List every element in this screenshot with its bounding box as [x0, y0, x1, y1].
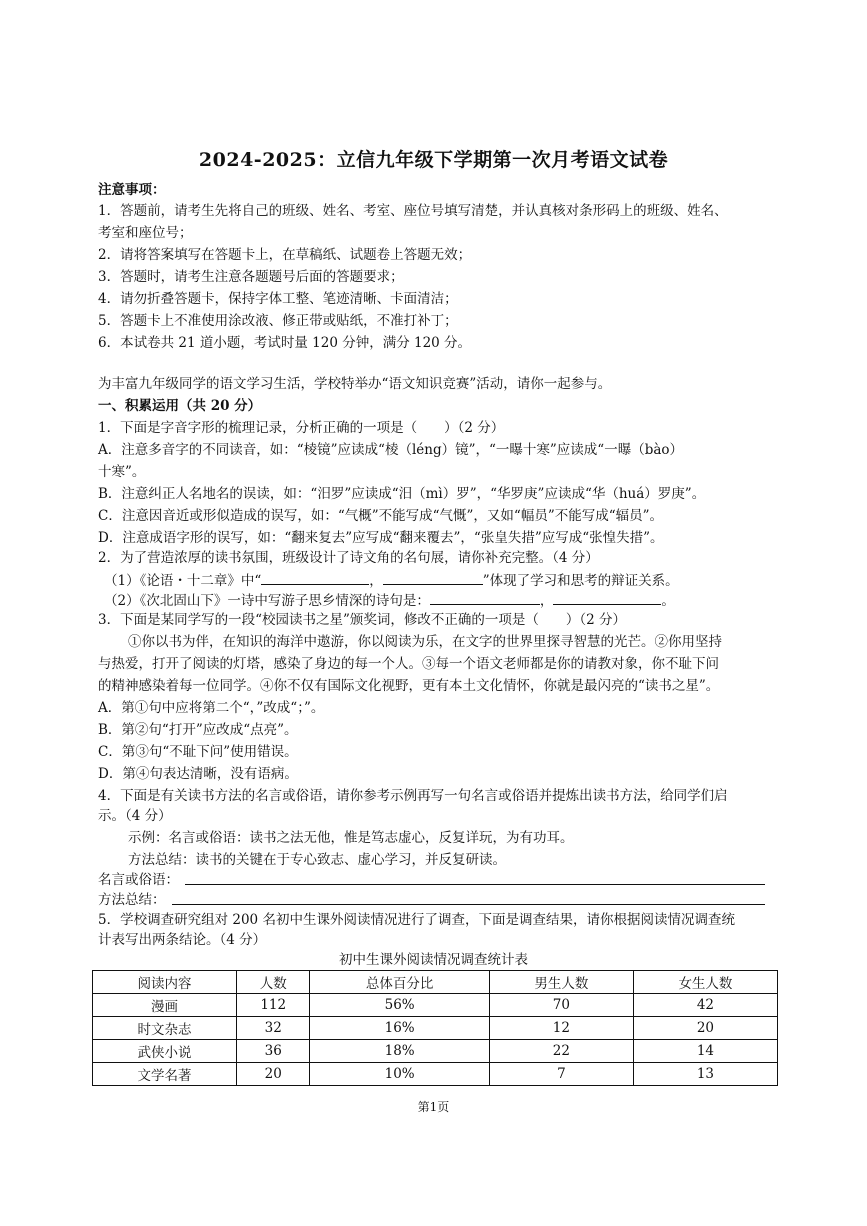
q4-stem: 4．下面是有关读书方法的名言或俗语，请你参考示例再写一句名言或俗语并提炼出读书方法，给同学们启: [98, 788, 728, 804]
q1-option-a-cont: 十寒”。: [98, 464, 146, 480]
q4-method-answer-line[interactable]: [172, 904, 765, 905]
table-cell: 时文杂志: [93, 1017, 237, 1040]
q3-option-b: B．第②句“打开”应改成“点亮”。: [98, 722, 298, 738]
table-cell: 20: [633, 1017, 777, 1040]
q3-option-d: D．第④句表达清晰，没有语病。: [98, 766, 298, 782]
exam-title: 2024-2025：立信九年级下学期第一次月考语文试卷: [198, 149, 669, 171]
q4-stem-cont: 示。（4 分）: [98, 808, 172, 824]
notice-item: 5．答题卡上不准使用涂改液、修正带或贴纸，不准打补丁；: [98, 313, 458, 329]
q3-stem: 3．下面是某同学写的一段“校园读书之星”颁奖词，修改不正确的一项是（ ）（2 分）: [98, 612, 627, 628]
table-cell: 36: [237, 1040, 310, 1063]
page-number: 第1页: [417, 1100, 450, 1114]
table-cell: 20: [237, 1063, 310, 1086]
table-cell: 13: [633, 1063, 777, 1086]
q4-quote-answer-line[interactable]: [185, 884, 765, 885]
q1-stem: 1．下面是字音字形的梳理记录，分析正确的一项是（ ）（2 分）: [98, 420, 505, 436]
column-header: 阅读内容: [93, 971, 237, 994]
section-heading: 一、积累运用（共 20 分）: [98, 398, 262, 414]
q2-sub1-text: （1）《论语・十二章》中“: [104, 573, 262, 589]
q3-option-a: A．第①句中应将第二个“，”改成“；”。: [98, 700, 325, 716]
table-cell: 56%: [310, 994, 489, 1017]
table-cell: 16%: [310, 1017, 489, 1040]
answer-blank[interactable]: [553, 590, 661, 605]
q2-sub1: [104, 570, 679, 591]
q4-method-label: 方法总结：: [98, 892, 166, 908]
q4-example: 示例：名言或俗语：读书之法无他，惟是笃志虚心，反复详玩，为有功耳。: [128, 830, 574, 846]
table-cell: 32: [237, 1017, 310, 1040]
table-cell: 7: [489, 1063, 633, 1086]
notice-item: 1．答题前，请考生先将自己的班级、姓名、考室、座位号填写清楚，并认真核对条形码上的班级、姓名、: [98, 203, 728, 219]
table-cell: 70: [489, 994, 633, 1017]
answer-blank[interactable]: [261, 570, 369, 585]
table-cell: 112: [237, 994, 310, 1017]
q5-stem: 5．学校调查研究组对 200 名初中生课外阅读情况进行了调查，下面是调查结果，请你根据阅读情况调查统: [98, 912, 735, 928]
notice-heading: 注意事项：: [98, 182, 166, 198]
q3-passage: ①你以书为伴，在知识的海洋中遨游，你以阅读为乐，在文字的世界里探寻智慧的光芒。②你用坚持: [128, 634, 722, 650]
q2-sub2-tail: 。: [661, 593, 675, 609]
notice-item: 2．请将答案填写在答题卡上，在草稿纸、试题卷上答题无效；: [98, 247, 472, 263]
notice-item: 4．请勿折叠答题卡，保持字体工整、笔迹清晰、卡面清洁；: [98, 291, 458, 307]
survey-table: [92, 970, 778, 1086]
table-header-row: [93, 971, 778, 994]
column-header: 总体百分比: [310, 971, 489, 994]
q4-quote-label: 名言或俗语：: [98, 872, 179, 888]
table-cell: 武侠小说: [93, 1040, 237, 1063]
table-cell: 18%: [310, 1040, 489, 1063]
notice-item: 考室和座位号；: [98, 225, 193, 241]
q3-passage: 与热爱，打开了阅读的灯塔，感染了身边的每一个人。③每一个语文老师都是你的请教对象，你不耻下问: [98, 656, 719, 672]
column-header: 人数: [237, 971, 310, 994]
table-cell: 22: [489, 1040, 633, 1063]
q1-option-b: B．注意纠正人名地名的误读，如：“汨罗”应读成“汨（mì）罗”，“华罗庚”应读成“华（huá）罗庚”。: [98, 486, 706, 502]
q2-sub1-sep: ，: [369, 573, 383, 589]
table-row: [93, 1017, 778, 1040]
q2-sub2: [104, 590, 675, 611]
table-row: [93, 1063, 778, 1086]
q3-passage: 的精神感染着每一位同学。④你不仅有国际文化视野，更有本土文化情怀，你就是最闪亮的“读书之星”。: [98, 678, 720, 694]
q2-stem: 2．为了营造浓厚的读书氛围，班级设计了诗文角的名句展，请你补充完整。（4 分）: [98, 550, 599, 566]
table-cell: 10%: [310, 1063, 489, 1086]
notice-item: 3．答题时，请考生注意各题题号后面的答题要求；: [98, 269, 404, 285]
q1-option-a: A．注意多音字的不同读音，如：“棱镜”应读成“棱（léng）镜”，“一曝十寒”应读成“一曝（bào）: [98, 442, 684, 458]
column-header: 男生人数: [489, 971, 633, 994]
answer-blank[interactable]: [430, 590, 540, 605]
answer-blank[interactable]: [383, 570, 483, 585]
table-cell: 42: [633, 994, 777, 1017]
q1-option-c: C．注意因音近或形似造成的误写，如：“气概”不能写成“气慨”，又如“幅员”不能写成“辐员”。: [98, 508, 664, 524]
table-cell: 文学名著: [93, 1063, 237, 1086]
table-row: [93, 1040, 778, 1063]
q4-method: 方法总结：读书的关键在于专心致志、虚心学习，并反复研读。: [128, 852, 506, 868]
intro-text: 为丰富九年级同学的语文学习生活，学校特举办“语文知识竞赛”活动，请你一起参与。: [98, 376, 612, 392]
q2-sub2-text: （2）《次北固山下》一诗中写游子思乡情深的诗句是：: [104, 593, 430, 609]
table-cell: 14: [633, 1040, 777, 1063]
table-row: [93, 994, 778, 1017]
q3-option-c: C．第③句“不耻下问”使用错误。: [98, 744, 298, 760]
q2-sub2-sep: ，: [539, 593, 554, 609]
q5-stem-cont: 计表写出两条结论。（4 分）: [98, 932, 267, 948]
table-caption: 初中生课外阅读情况调查统计表: [339, 952, 528, 968]
column-header: 女生人数: [633, 971, 777, 994]
table-cell: 漫画: [93, 994, 237, 1017]
table-cell: 12: [489, 1017, 633, 1040]
q2-sub1-tail: ”体现了学习和思考的辩证关系。: [482, 573, 679, 589]
notice-item: 6．本试卷共 21 道小题，考试时量 120 分钟，满分 120 分。: [98, 335, 472, 351]
q1-option-d: D．注意成语字形的误写，如：“翻来复去”应写成“翻来覆去”，“张皇失措”应写成“张惶失措”。: [98, 530, 664, 546]
